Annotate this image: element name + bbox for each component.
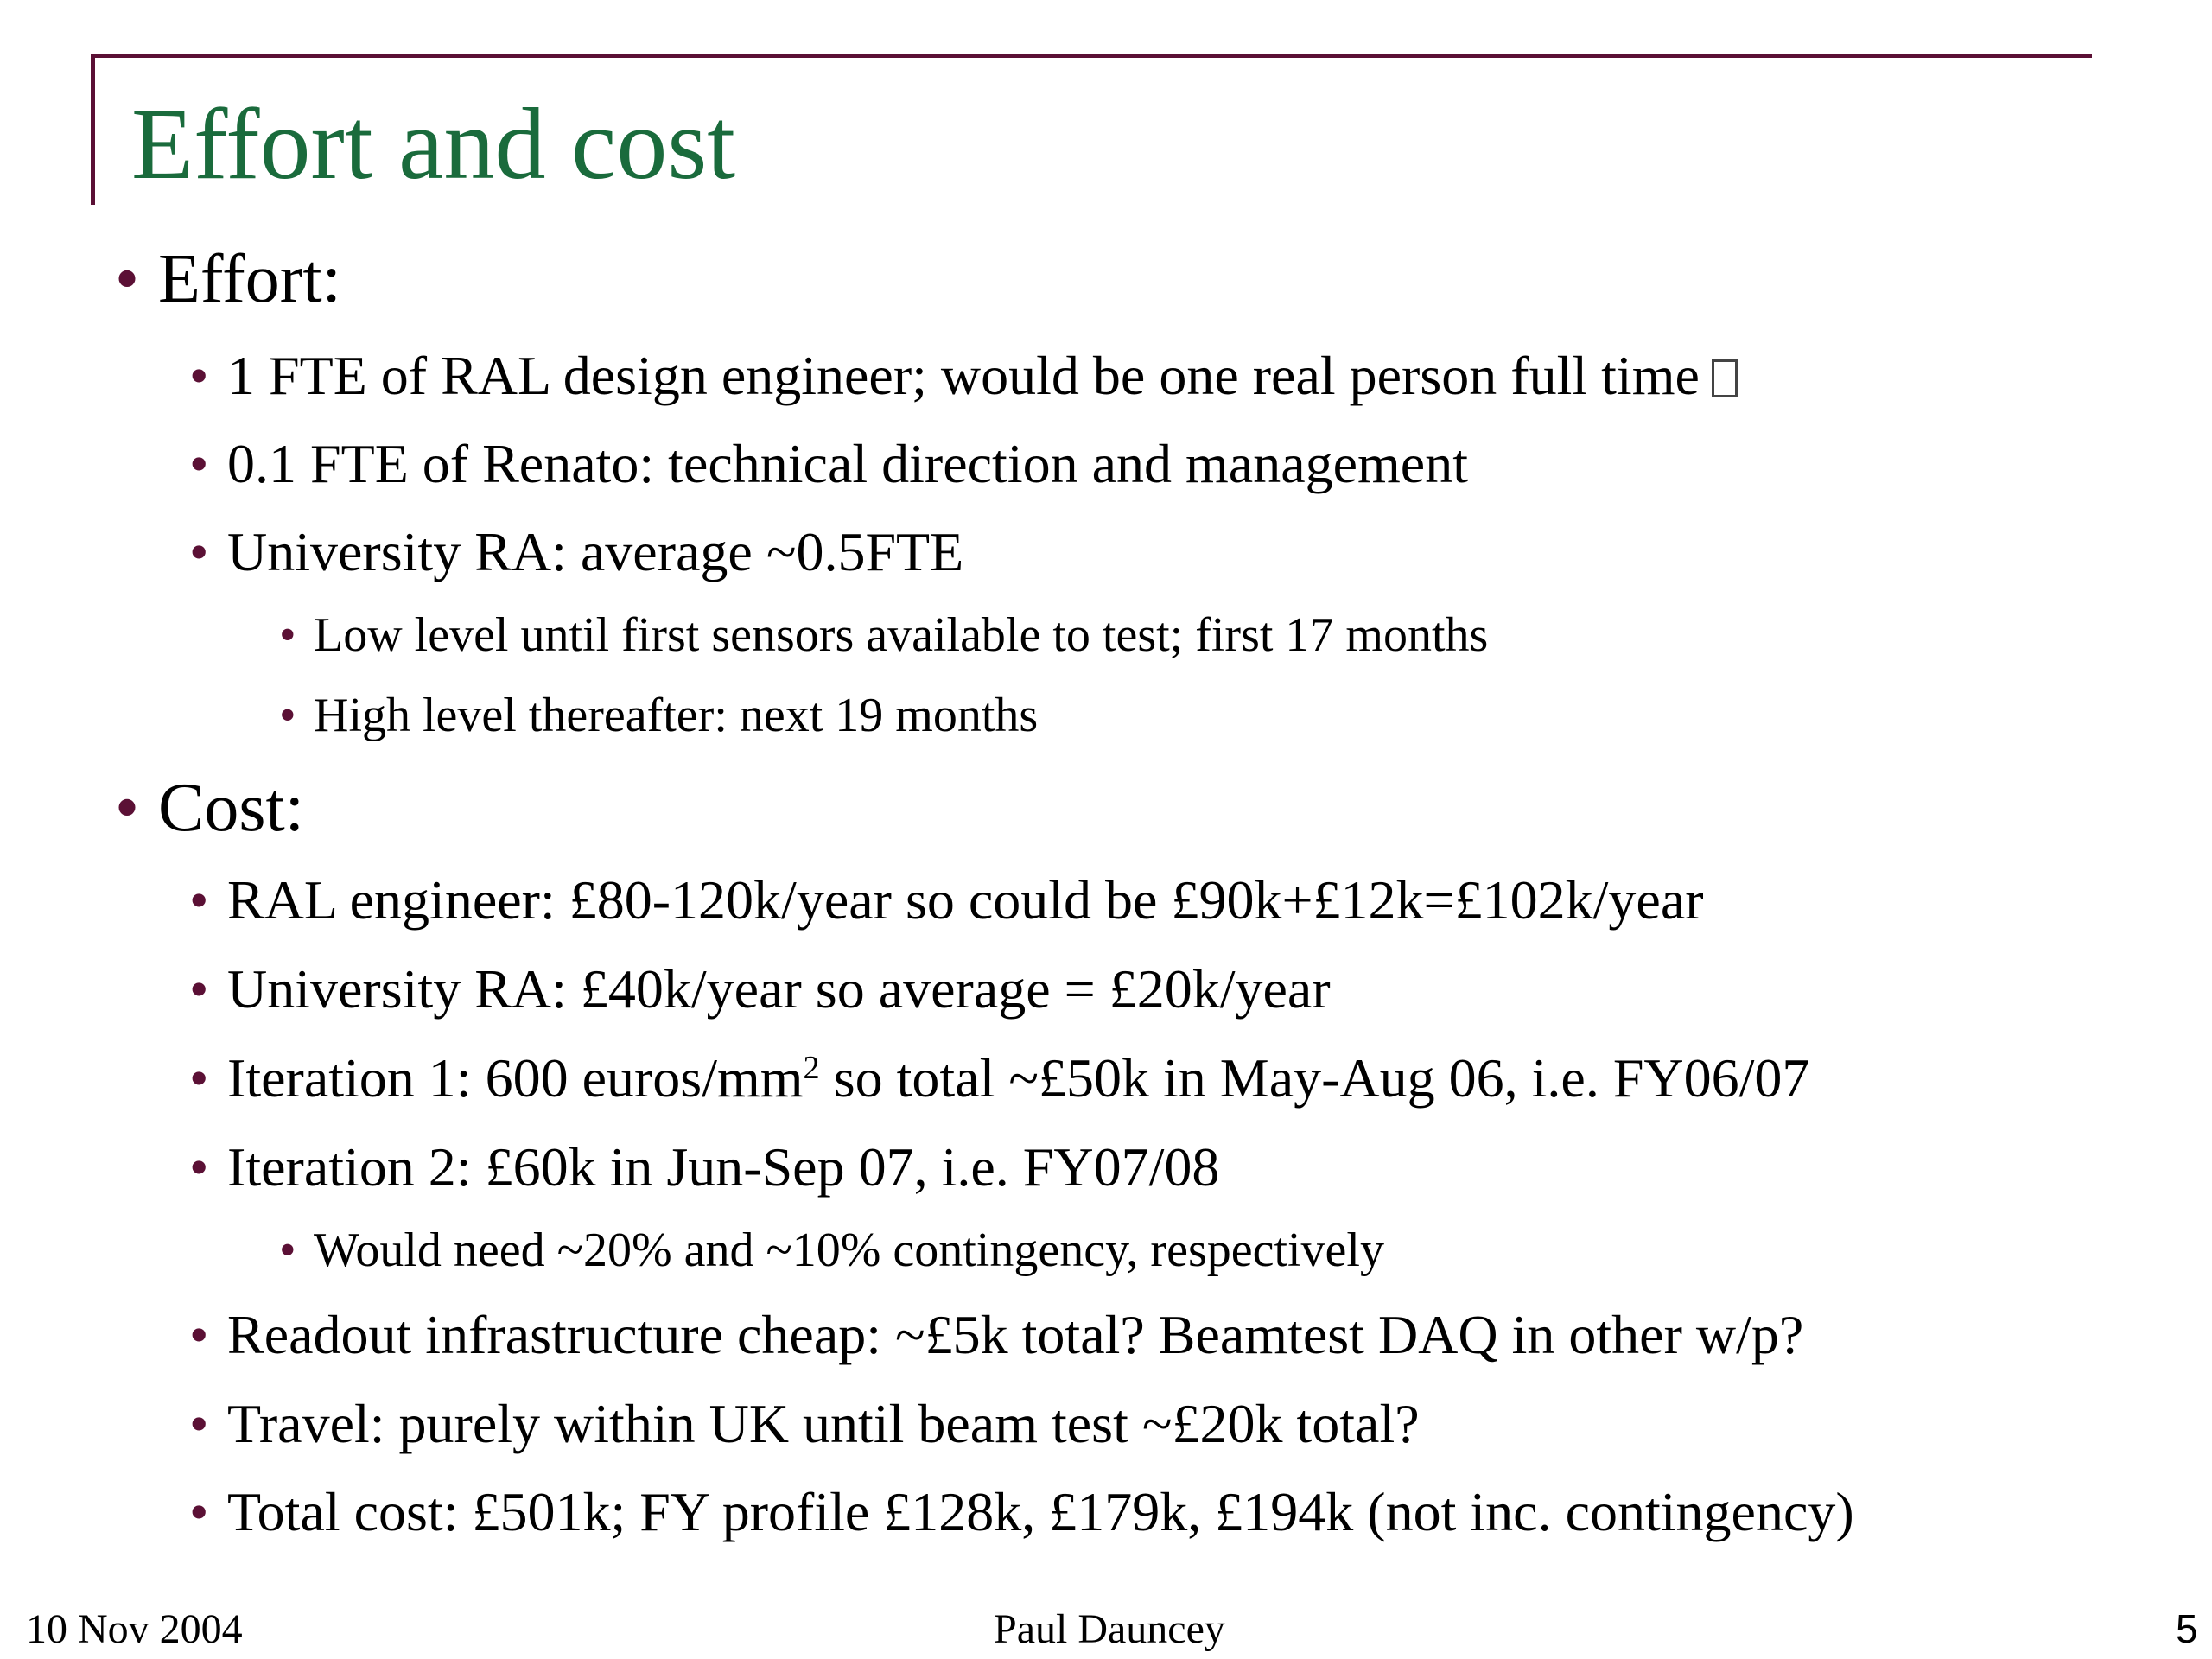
iteration-subitem-contingency bbox=[279, 1224, 1384, 1277]
effort-item-engineer bbox=[189, 345, 1738, 406]
effort-heading-item bbox=[115, 241, 341, 317]
bullet-dot: • bbox=[115, 770, 140, 846]
page-number: 5 bbox=[2176, 1606, 2198, 1651]
bullet-dot: • bbox=[189, 433, 209, 494]
ra-subitem-text: High level thereafter: next 19 months bbox=[314, 689, 1039, 742]
cost-item-readout bbox=[189, 1304, 1804, 1365]
cost-item-iteration-1 bbox=[189, 1047, 1810, 1109]
effort-item-text: 0.1 FTE of Renato: technical direction and management bbox=[227, 433, 1468, 494]
bullet-dot: • bbox=[189, 1136, 209, 1198]
effort-heading: Effort: bbox=[158, 241, 341, 317]
bullet-dot: • bbox=[279, 1224, 296, 1277]
bullet-dot: • bbox=[189, 521, 209, 582]
iteration-subitem-text: Would need ~20% and ~10% contingency, respectively bbox=[314, 1224, 1384, 1277]
bullet-dot: • bbox=[189, 958, 209, 1020]
bullet-dot: • bbox=[279, 608, 296, 662]
bullet-dot: • bbox=[189, 1393, 209, 1454]
footer-date: 10 Nov 2004 bbox=[26, 1606, 243, 1652]
ra-subitem-text: Low level until first sensors available to test; first 17 months bbox=[314, 608, 1489, 662]
cost-item-text: RAL engineer: £80-120k/year so could be £90k+£12k=£102k/year bbox=[227, 869, 1704, 931]
cost-item-text: University RA: £40k/year so average = £20k/year bbox=[227, 958, 1331, 1020]
missing-glyph-box-icon bbox=[1712, 359, 1738, 397]
cost-heading: Cost: bbox=[158, 770, 304, 846]
cost-item-total bbox=[189, 1481, 1854, 1542]
cost-item-travel bbox=[189, 1393, 1420, 1454]
bullet-dot: • bbox=[115, 241, 140, 317]
ra-subitem-low-level bbox=[279, 608, 1489, 662]
cost-item-text: Iteration 2: £60k in Jun-Sep 07, i.e. FY07/08 bbox=[227, 1136, 1220, 1198]
cost-item-text: Readout infrastructure cheap: ~£5k total? Beamtest DAQ in other w/p? bbox=[227, 1304, 1804, 1365]
effort-item-renato bbox=[189, 433, 1468, 494]
footer-author: Paul Dauncey bbox=[994, 1606, 1225, 1652]
bullet-dot: • bbox=[189, 869, 209, 931]
cost-item-university-ra bbox=[189, 958, 1331, 1020]
cost-item-ral-engineer bbox=[189, 869, 1704, 931]
bullet-dot: • bbox=[189, 1481, 209, 1542]
effort-item-university-ra bbox=[189, 521, 964, 582]
bullet-dot: • bbox=[189, 1304, 209, 1365]
slide-title: Effort and cost bbox=[131, 87, 736, 200]
iteration1-superscript: 2 bbox=[803, 1049, 820, 1086]
bullet-dot: • bbox=[279, 689, 296, 742]
iteration1-text-after: so total ~£50k in May-Aug 06, i.e. FY06/07 bbox=[819, 1047, 1810, 1109]
effort-item-text: University RA: average ~0.5FTE bbox=[227, 521, 964, 582]
effort-item-text: 1 FTE of RAL design engineer; would be one real person full time bbox=[227, 345, 1700, 406]
iteration1-text-before: Iteration 1: 600 euros/mm bbox=[227, 1047, 804, 1109]
bullet-dot: • bbox=[189, 1047, 209, 1109]
cost-item-text: Travel: purely within UK until beam test ~£20k total? bbox=[227, 1393, 1420, 1454]
cost-item-text: Total cost: £501k; FY profile £128k, £179k, £194k (not inc. contingency) bbox=[227, 1481, 1854, 1542]
ra-subitem-high-level bbox=[279, 689, 1039, 742]
bullet-dot: • bbox=[189, 345, 209, 406]
cost-item-iteration-2 bbox=[189, 1136, 1220, 1198]
cost-heading-item bbox=[115, 770, 304, 846]
